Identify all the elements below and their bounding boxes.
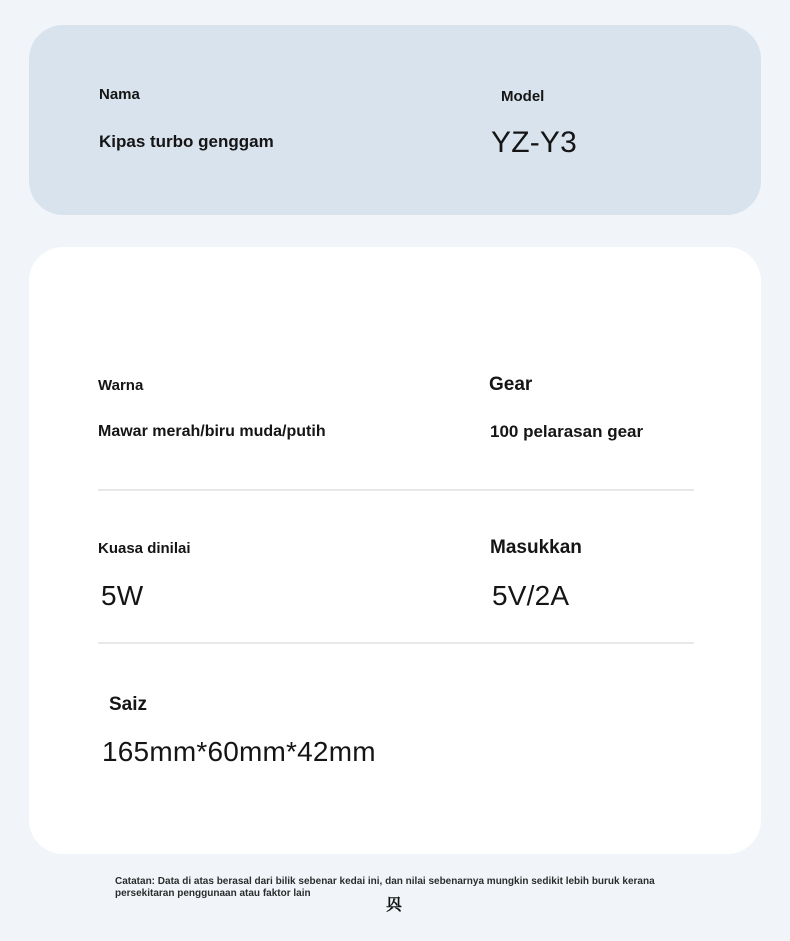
- model-value: YZ-Y3: [491, 126, 578, 159]
- divider: [98, 489, 694, 491]
- power-value: 5W: [101, 580, 144, 611]
- model-label: Model: [501, 88, 545, 105]
- color-value: Mawar merah/biru muda/putih: [98, 423, 326, 440]
- power-label: Kuasa dinilai: [98, 540, 191, 557]
- product-summary-card: [29, 25, 761, 215]
- divider: [98, 642, 694, 644]
- gear-label: Gear: [489, 374, 533, 395]
- name-value: Kipas turbo genggam: [99, 132, 274, 151]
- input-label: Masukkan: [490, 537, 582, 558]
- footnote: Catatan: Data di atas berasal dari bilik sebenar kedai ini, dan nilai sebenarnya mungkin sedikit lebih buruk kerana persekitaran penggunaan atau faktor lain: [115, 876, 655, 899]
- size-value: 165mm*60mm*42mm: [102, 736, 376, 767]
- name-label: Nama: [99, 86, 140, 103]
- input-value: 5V/2A: [492, 580, 570, 611]
- decorative-glyph: 㒷: [386, 895, 403, 914]
- gear-value: 100 pelarasan gear: [490, 422, 644, 441]
- size-label: Saiz: [109, 694, 148, 715]
- color-label: Warna: [98, 377, 144, 394]
